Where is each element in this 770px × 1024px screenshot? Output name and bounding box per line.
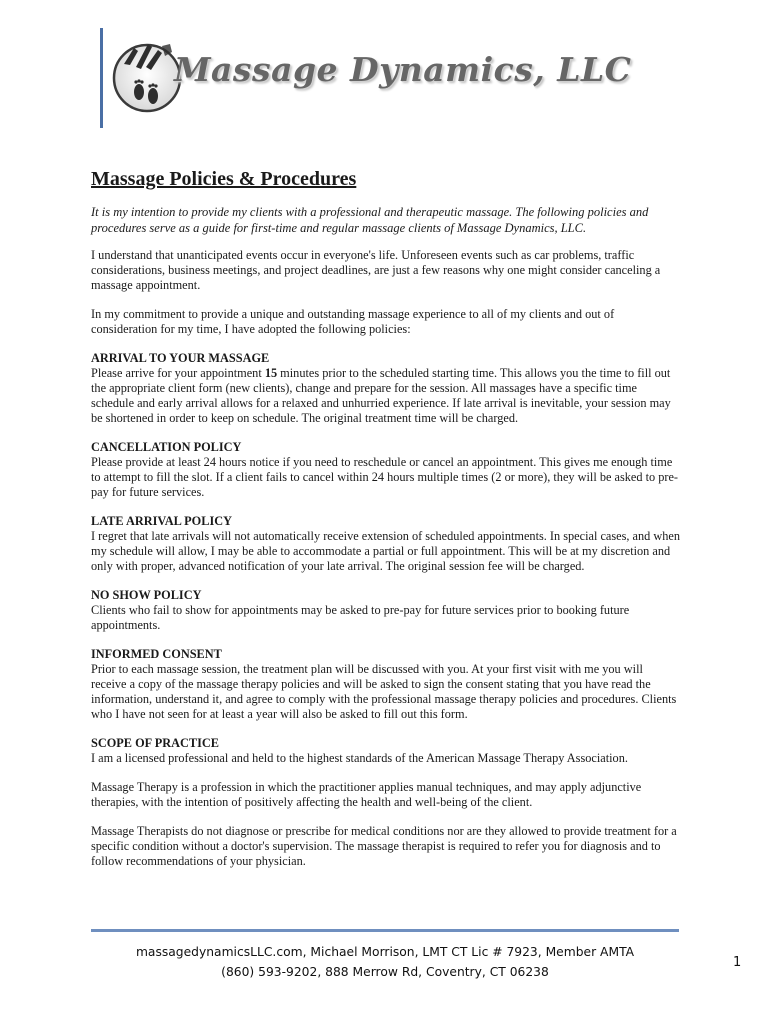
footer	[91, 942, 679, 982]
section-text: Prior to each massage session, the treatment plan will be discussed with you. At your first visit with me you will receive a copy of the massage therapy policies and will be asked to sign the consent stating that you have read the information, understand it, and agree to comply with the professional massage therapy policies and procedures. Clients who I have not seen for at least a year will also be asked to fill out this form.	[91, 662, 677, 721]
footer-line-website: massagedynamicsLLC.com, Michael Morrison, LMT CT Lic # 7923, Member AMTA	[135, 945, 635, 959]
section-heading: INFORMED CONSENT	[91, 647, 222, 661]
paragraph-massage-therapy: Massage Therapy is a profession in which the practitioner applies manual techniques, and may apply adjunctive therapies, with the intention of positively affecting the health and well-being of the client.	[91, 780, 642, 809]
section-text: Please arrive for your appointment 15 minutes prior to the scheduled starting time. This allows you the time to fill out the appropriate client form (new clients), change and prepare for the session. All massages have a specific time schedule and early arrival allows for a relaxed and unhurried experience. If late arrival is inevitable, your session may be shortened in order to keep on schedule. The original treatment time will be charged.	[91, 366, 671, 425]
paragraph-unanticipated-events: I understand that unanticipated events occur in everyone's life. Unforeseen events such as car problems, traffic considerations, business meetings, and project deadlines, are just a few reasons why one might consider canceling a massage appointment.	[91, 248, 661, 292]
footer-divider	[91, 929, 679, 932]
section-text: I am a licensed professional and held to the highest standards of the American Massage Therapy Association.	[91, 751, 628, 765]
section-scope	[91, 736, 681, 766]
company-logo	[96, 28, 632, 128]
section-arrival	[91, 351, 681, 426]
section-heading: SCOPE OF PRACTICE	[91, 736, 219, 750]
section-no-show	[91, 588, 681, 633]
section-text: Clients who fail to show for appointments may be asked to pre-pay for future services prior to booking future appointments.	[91, 603, 630, 632]
section-informed-consent	[91, 647, 681, 722]
logo-company-name: Massage Dynamics, LLC	[174, 50, 632, 89]
section-text: I regret that late arrivals will not automatically receive extension of scheduled appointments. In special cases, and when my schedule will allow, I may be able to accommodate a partial or full appointment. This will be at my discretion and only with proper, advanced notification of your late arrival. The original session fee will be charged.	[91, 529, 681, 573]
intro-paragraph: It is my intention to provide my clients with a professional and therapeutic massage. The following policies and procedures serve as a guide for first-time and regular massage clients of Massage Dynamics, LLC.	[91, 205, 649, 235]
section-heading: NO SHOW POLICY	[91, 588, 202, 602]
page-number: 1	[733, 955, 742, 970]
logo-vertical-rule	[100, 28, 103, 128]
paragraph-commitment: In my commitment to provide a unique and outstanding massage experience to all of my clients and out of consideration for my time, I have adopted the following policies:	[91, 307, 615, 336]
section-late-arrival	[91, 514, 681, 574]
section-cancellation	[91, 440, 681, 500]
section-heading: CANCELLATION POLICY	[91, 440, 242, 454]
arrival-minutes: 15	[264, 366, 278, 380]
page-title: Massage Policies & Procedures	[91, 168, 357, 190]
document-body	[91, 168, 681, 883]
massage-emblem-icon	[110, 34, 184, 118]
section-heading: ARRIVAL TO YOUR MASSAGE	[91, 351, 270, 365]
section-text: Please provide at least 24 hours notice if you need to reschedule or cancel an appointment. This gives me enough time to attempt to fill the slot. If a client fails to cancel within 24 hours multiple times (2 or more), they will be asked to pre-pay for future services.	[91, 455, 679, 499]
section-heading: LATE ARRIVAL POLICY	[91, 514, 232, 528]
paragraph-no-diagnosis: Massage Therapists do not diagnose or prescribe for medical conditions nor are they allowed to provide treatment for a specific condition without a doctor's supervision. The massage therapist is required to refer you for diagnosis and to follow recommendations of your physician.	[91, 824, 677, 868]
footer-line-address: (860) 593-9202, 888 Merrow Rd, Coventry, CT 06238	[221, 965, 549, 979]
